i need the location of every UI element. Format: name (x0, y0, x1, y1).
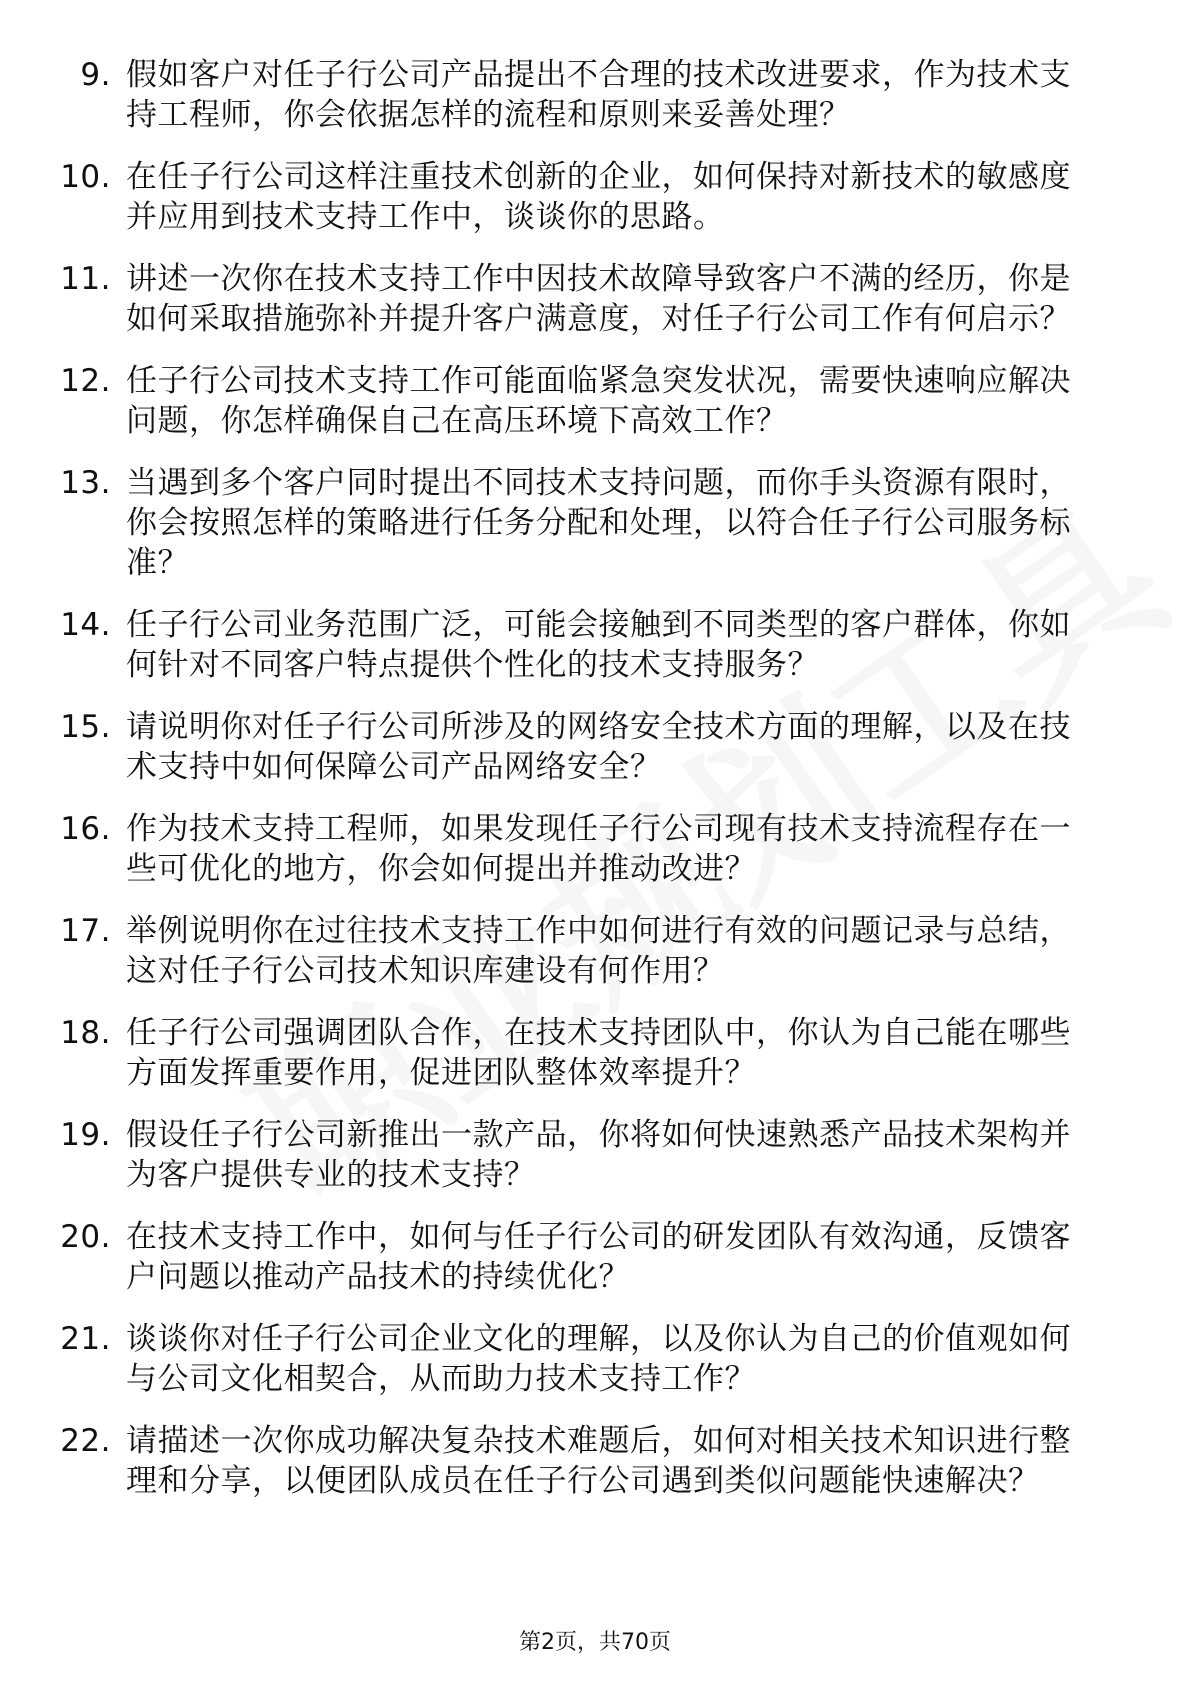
question-text: 请说明你对任子行公司所涉及的网络安全技术方面的理解，以及在技术支持中如何保障公司产品网络安全？ (126, 709, 1071, 785)
question-text: 假设任子行公司新推出一款产品，你将如何快速熟悉产品技术架构并为客户提供专业的技术支持？ (126, 1117, 1071, 1193)
question-number: 22. (60, 1423, 111, 1459)
question-text: 作为技术支持工程师，如果发现任子行公司现有技术支持流程存在一些可优化的地方，你会如何提出并推动改进？ (126, 811, 1071, 887)
question-item (0, 911, 1190, 991)
question-text: 请描述一次你成功解决复杂技术难题后，如何对相关技术知识进行整理和分享，以便团队成员在任子行公司遇到类似问题能快速解决？ (126, 1423, 1071, 1499)
question-item (0, 361, 1190, 441)
question-text: 假如客户对任子行公司产品提出不合理的技术改进要求，作为技术支持工程师，你会依据怎样的流程和原则来妥善处理？ (126, 57, 1071, 133)
question-item (0, 605, 1190, 685)
question-number: 9. (80, 57, 111, 93)
question-text: 当遇到多个客户同时提出不同技术支持问题，而你手头资源有限时，你会按照怎样的策略进行任务分配和处理，以符合任子行公司服务标准？ (126, 465, 1071, 581)
question-number: 13. (60, 465, 111, 501)
question-item (0, 1421, 1190, 1501)
question-item (0, 259, 1190, 339)
question-number: 16. (60, 811, 111, 847)
question-number: 21. (60, 1321, 111, 1357)
question-text: 在技术支持工作中，如何与任子行公司的研发团队有效沟通，反馈客户问题以推动产品技术的持续优化？ (126, 1219, 1071, 1295)
question-text: 举例说明你在过往技术支持工作中如何进行有效的问题记录与总结，这对任子行公司技术知识库建设有何作用？ (126, 913, 1071, 989)
question-item (0, 1013, 1190, 1093)
question-text: 任子行公司技术支持工作可能面临紧急突发状况，需要快速响应解决问题，你怎样确保自己在高压环境下高效工作？ (126, 363, 1071, 439)
question-item (0, 463, 1190, 583)
question-item (0, 707, 1190, 787)
question-number: 19. (60, 1117, 111, 1153)
page-footer: 第2页，共70页 (519, 1630, 671, 1655)
question-number: 17. (60, 913, 111, 949)
question-number: 11. (60, 261, 111, 297)
question-list (0, 55, 1190, 1523)
question-number: 12. (60, 363, 111, 399)
question-text: 任子行公司业务范围广泛，可能会接触到不同类型的客户群体，你如何针对不同客户特点提供个性化的技术支持服务？ (126, 607, 1071, 683)
question-text: 讲述一次你在技术支持工作中因技术故障导致客户不满的经历，你是如何采取措施弥补并提升客户满意度，对任子行公司工作有何启示？ (126, 261, 1071, 337)
question-item (0, 157, 1190, 237)
question-item (0, 1319, 1190, 1399)
question-number: 10. (60, 159, 111, 195)
question-text: 在任子行公司这样注重技术创新的企业，如何保持对新技术的敏感度并应用到技术支持工作中，谈谈你的思路。 (126, 159, 1071, 235)
question-number: 20. (60, 1219, 111, 1255)
question-text: 任子行公司强调团队合作，在技术支持团队中，你认为自己能在哪些方面发挥重要作用，促进团队整体效率提升？ (126, 1015, 1071, 1091)
question-number: 14. (60, 607, 111, 643)
question-item (0, 1217, 1190, 1297)
question-item (0, 55, 1190, 135)
question-number: 15. (60, 709, 111, 745)
question-text: 谈谈你对任子行公司企业文化的理解，以及你认为自己的价值观如何与公司文化相契合，从而助力技术支持工作？ (126, 1321, 1071, 1397)
question-item (0, 1115, 1190, 1195)
question-item (0, 809, 1190, 889)
question-number: 18. (60, 1015, 111, 1051)
